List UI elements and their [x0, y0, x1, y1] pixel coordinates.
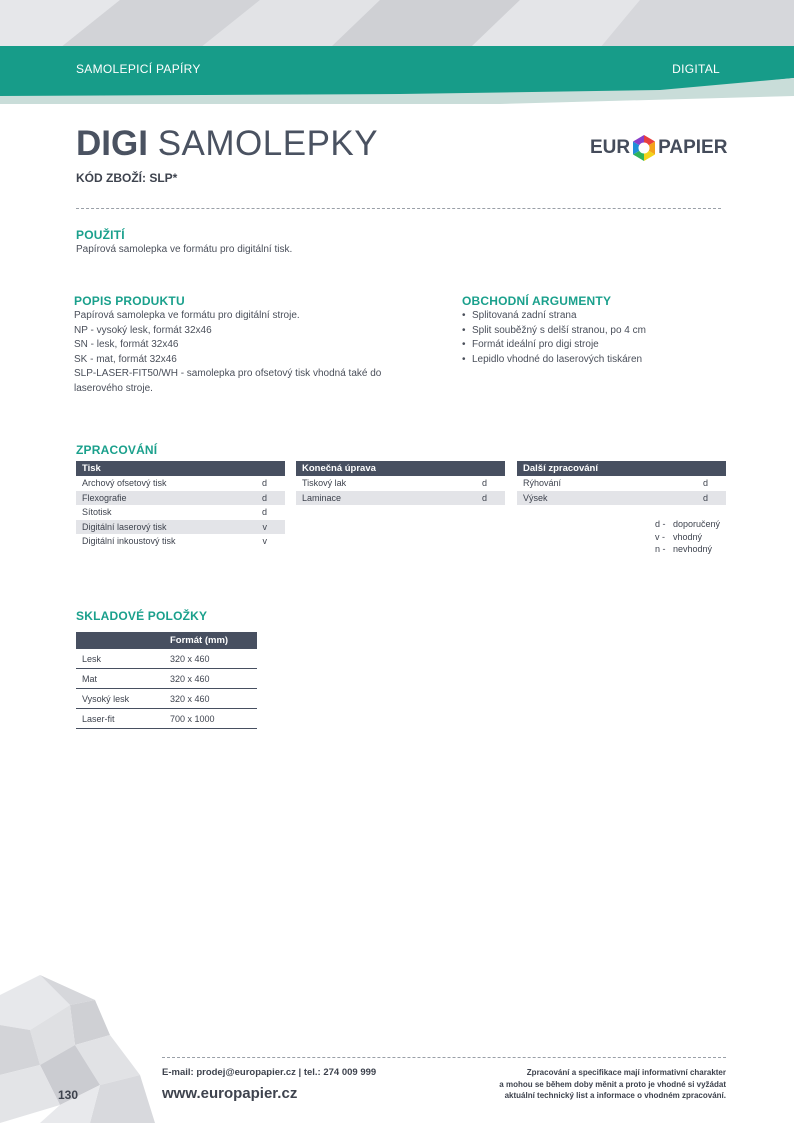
finish-table [296, 461, 505, 505]
footer-divider [162, 1057, 726, 1058]
table-row: Rýhování d [523, 478, 708, 489]
description-line: SN - lesk, formát 32x46 [74, 339, 179, 350]
europapier-logo: EUR PAPIER [590, 134, 727, 162]
table-row: Digitální inkoustový tisk v [82, 536, 267, 547]
legend-item: n - nevhodný [655, 544, 713, 554]
header-section: DIGITAL [672, 62, 720, 76]
usage-heading: POUŽITÍ [76, 228, 125, 242]
header-category: SAMOLEPICÍ PAPÍRY [76, 62, 201, 76]
print-table-header: Tisk [76, 461, 285, 476]
page-number: 130 [58, 1088, 79, 1102]
arguments-heading: OBCHODNÍ ARGUMENTY [462, 294, 612, 308]
argument-item: • Splitovaná zadní strana [462, 309, 646, 324]
table-row: Lesk 320 x 460 [76, 649, 257, 669]
legend-item: d - doporučený [655, 519, 721, 529]
argument-item: • Lepidlo vhodné do laserových tiskáren [462, 353, 646, 368]
header-pattern [0, 0, 794, 110]
legend [655, 518, 720, 556]
website-link[interactable]: www.europapier.cz [162, 1085, 298, 1102]
print-table [76, 461, 285, 549]
arguments-list [462, 309, 646, 367]
description-text [74, 309, 444, 396]
finish-table-header: Konečná úprava [296, 461, 505, 476]
table-row: Sítotisk d [82, 507, 267, 518]
processing-heading: ZPRACOVÁNÍ [76, 443, 158, 457]
page-title [76, 124, 378, 164]
phone-number: 274 009 999 [323, 1067, 377, 1078]
table-row: Mat 320 x 460 [76, 669, 257, 689]
table-row: Tiskový lak d [302, 478, 487, 489]
argument-item: • Split souběžný s delší stranou, po 4 cm [462, 324, 646, 339]
divider [76, 208, 721, 209]
description-heading: POPIS PRODUKTU [74, 294, 185, 308]
footer-pattern [0, 975, 160, 1123]
description-line: NP - vysoký lesk, formát 32x46 [74, 324, 212, 336]
description-line: Papírová samolepka ve formátu pro digitální stroje. [74, 310, 300, 321]
description-line: laserového stroje. [74, 382, 153, 394]
footer-contacts: E-mail: prodej@europapier.cz | tel.: 274 009 999 [162, 1067, 377, 1078]
stock-table [76, 632, 257, 729]
table-row: Laser-fit 700 x 1000 [76, 709, 257, 729]
disclaimer: Zpracování a specifikace mají informativní charakter a mohou se během doby měnit a proto je vhodné si vyžádat aktuální technický list a informace o vhodném zpracování. [499, 1068, 726, 1100]
description-line: SK - mat, formát 32x46 [74, 353, 177, 365]
stock-column-header: Formát (mm) [164, 632, 257, 649]
legend-item: v - vhodný [655, 531, 703, 542]
table-row: Flexografie d [76, 491, 285, 506]
description-line: SLP-LASER-FIT50/WH - samolepka pro ofsetový tisk vhodná také do [74, 368, 382, 379]
email-link[interactable]: prodej@europapier.cz [196, 1067, 296, 1078]
product-code: KÓD ZBOŽÍ: SLP* [76, 171, 178, 185]
table-row: Vysoký lesk 320 x 460 [76, 689, 257, 709]
table-row: Archový ofsetový tisk d [82, 478, 267, 489]
argument-item: • Formát ideální pro digi stroje [462, 338, 646, 353]
title-bold: DIGI [76, 124, 148, 163]
usage-text: Papírová samolepka ve formátu pro digitální tisk. [76, 244, 293, 255]
other-table [517, 461, 726, 505]
other-table-header: Další zpracování [517, 461, 726, 476]
stock-heading: SKLADOVÉ POLOŽKY [76, 609, 208, 623]
table-row: Digitální laserový tisk v [76, 520, 285, 535]
table-row: Výsek d [517, 491, 726, 506]
title-light: SAMOLEPKY [157, 124, 379, 163]
logo-hexagon-icon [631, 134, 657, 162]
table-row: Laminace d [296, 491, 505, 506]
